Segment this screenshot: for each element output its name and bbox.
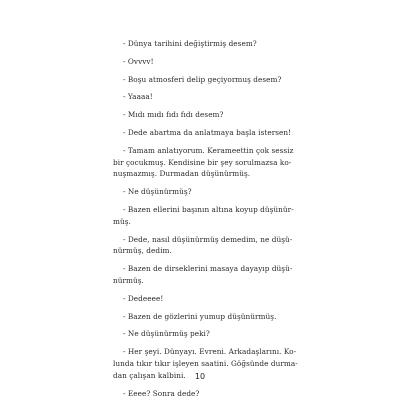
text-line: - Mıdı mıdı fıdı fıdı desem? [123, 110, 224, 120]
paragraph [113, 311, 291, 323]
text-line: lunda tıkır tıkır işleyen saatini. Göğsünde durma- [113, 358, 298, 368]
text-line: nürmüş, dedim. [113, 246, 172, 256]
text-line: - Dedeeee! [123, 293, 164, 303]
text-line: - Yaaaa! [123, 92, 153, 102]
text-line: dan çalışan kalbini. [113, 370, 186, 380]
page-number: 10 [194, 372, 206, 381]
text-line: - Her şeyi. Dünyayı. Evreni. Arkadaşlarını. Ko- [123, 347, 297, 357]
text-line: - Tamam anlatıyorum. Kerameettin çok sessiz [123, 145, 294, 155]
text-line: nürmüş. [113, 275, 144, 285]
text-line: - Dünya tarihini değiştirmiş desem? [123, 39, 257, 48]
text-line: - Dede, nasıl düşünürmüş demedim, ne düşü- [123, 234, 293, 244]
text-line: nuşmazmış. Durmadan düşünürmüş. [113, 169, 251, 179]
dialogue-text-block [113, 38, 298, 400]
text-line: - Bazen de gözlerini yumup düşünürmüş. [123, 311, 277, 321]
paragraph [113, 234, 291, 258]
paragraph [113, 145, 294, 180]
paragraph [113, 56, 291, 68]
text-line: - Eeee? Sonra dede? [123, 388, 200, 398]
paragraph [113, 109, 291, 121]
text-line: - Dede abartma da anlatmaya başla istersen! [123, 127, 292, 137]
paragraph [113, 127, 291, 139]
text-line: - Ovvvv! [123, 56, 154, 66]
paragraph [113, 186, 291, 198]
paragraph [113, 293, 291, 305]
paragraph [113, 74, 291, 86]
text-line: - Ne düşünürmüş peki? [123, 329, 210, 339]
text-line: müş. [113, 216, 131, 226]
text-line: bir çocukmuş. Kendisine bir şey sorulmazsa ko- [113, 157, 292, 167]
paragraph [113, 388, 291, 400]
text-line: - Boşu atmosferi delip geçiyormuş desem? [123, 74, 282, 84]
text-line: - Ne düşünürmüş? [123, 187, 192, 197]
text-line: - Bazen de dirseklerini masaya dayayıp düşü- [123, 264, 293, 274]
text-line: - Bazen ellerini başının altına koyup düşünür- [123, 204, 294, 214]
paragraph [113, 263, 291, 287]
paragraph [113, 38, 291, 50]
paragraph [113, 328, 291, 340]
paragraph [113, 204, 294, 228]
paragraph [113, 91, 291, 103]
